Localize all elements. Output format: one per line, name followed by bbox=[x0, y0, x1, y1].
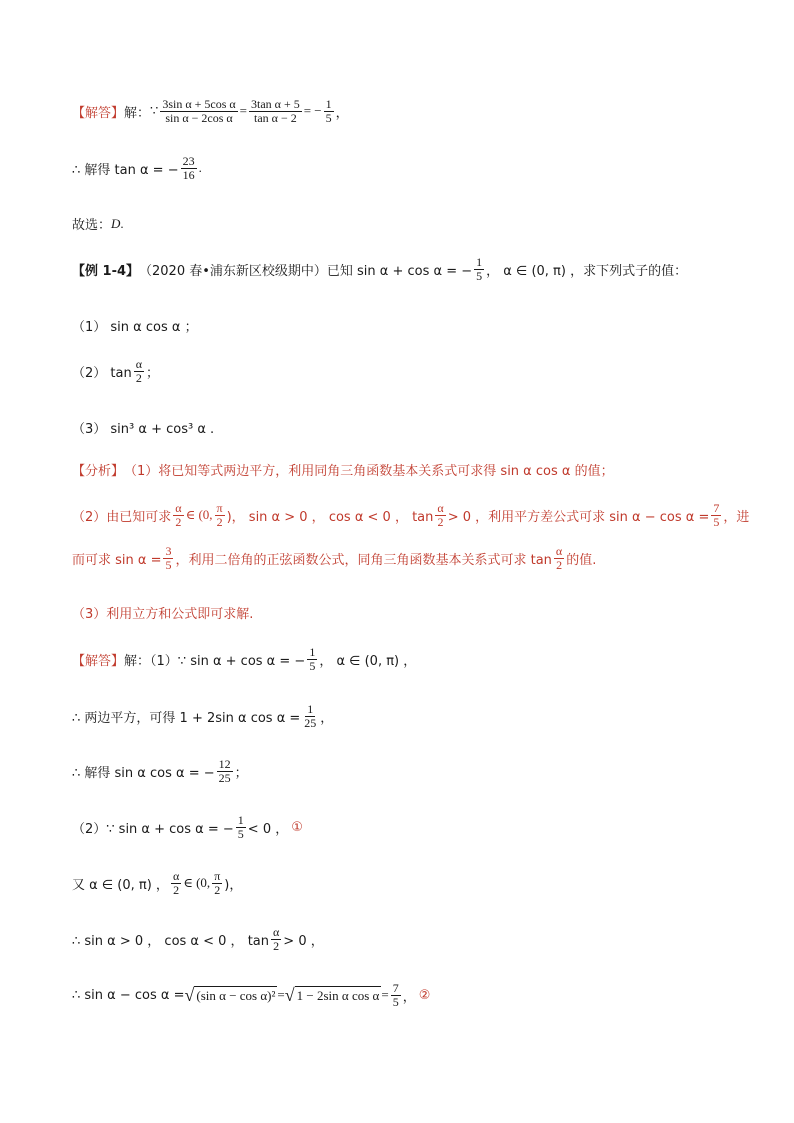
sqrt-expression bbox=[285, 986, 382, 1004]
punct: ， bbox=[320, 710, 334, 726]
analysis-line-4 bbox=[72, 603, 253, 622]
denominator: 2 bbox=[173, 882, 180, 897]
denominator: 2 bbox=[273, 938, 280, 953]
fraction bbox=[554, 545, 564, 571]
radical-sign: √ bbox=[284, 985, 295, 1006]
equals: = bbox=[277, 987, 285, 1003]
denominator: 25 bbox=[304, 715, 317, 730]
text: （3） sin³ α + cos³ α . bbox=[72, 422, 215, 437]
equals: = bbox=[239, 103, 247, 119]
text: ∴ sin α − cos α = bbox=[72, 987, 185, 1003]
solution2-line-2 bbox=[72, 703, 333, 729]
text: > 0 ， bbox=[283, 933, 324, 949]
text: ∈ (0, bbox=[183, 875, 211, 891]
denominator: 25 bbox=[218, 770, 231, 785]
question-2 bbox=[72, 358, 159, 384]
text: 解： bbox=[124, 105, 151, 121]
fraction bbox=[391, 982, 401, 1008]
denominator: 2 bbox=[437, 514, 444, 529]
analysis-line-3 bbox=[72, 545, 596, 571]
text: 解：（1）∵ sin α + cos α = − bbox=[124, 653, 306, 669]
denominator: sin α − 2cos α bbox=[165, 110, 233, 125]
numerator: 1 bbox=[307, 702, 314, 716]
text: < 0 ， bbox=[247, 821, 289, 837]
fraction bbox=[163, 545, 173, 571]
text: ，进 bbox=[723, 509, 750, 525]
fraction bbox=[173, 502, 183, 528]
text: 的值. bbox=[566, 552, 597, 568]
answer-tag: 【解答】 bbox=[72, 653, 125, 669]
text: 故选： bbox=[72, 218, 112, 233]
radicand: (sin α − cos α)² bbox=[196, 988, 276, 1004]
denominator: 2 bbox=[556, 557, 563, 572]
punct: ； bbox=[146, 365, 160, 381]
numerator: α bbox=[175, 501, 182, 515]
analysis-line-1 bbox=[72, 460, 614, 479]
fraction bbox=[324, 98, 334, 124]
text: 而可求 sin α = bbox=[72, 552, 162, 568]
numerator: 7 bbox=[713, 501, 720, 515]
text: ， α ∈ (0, π) ， bbox=[319, 653, 417, 669]
denominator: 16 bbox=[182, 167, 195, 182]
numerator: α bbox=[437, 501, 444, 515]
fraction bbox=[711, 502, 721, 528]
choice-letter: D bbox=[111, 215, 121, 231]
numerator: 7 bbox=[392, 981, 399, 995]
radical-sign: √ bbox=[184, 985, 195, 1006]
numerator: π bbox=[216, 501, 223, 515]
example-tag: 【例 1-4】 bbox=[72, 263, 140, 279]
text: （2） tan bbox=[72, 365, 132, 381]
question-1 bbox=[72, 316, 198, 335]
example-heading bbox=[72, 256, 687, 282]
numerator: π bbox=[214, 869, 221, 883]
because-symbol: ∵ bbox=[150, 103, 159, 119]
denominator: 5 bbox=[713, 514, 720, 529]
fraction bbox=[474, 256, 484, 282]
solution2-line-4 bbox=[72, 814, 303, 840]
text: 又 α ∈ (0, π) ， bbox=[72, 877, 169, 893]
text: ∴ 解得 tan α = − bbox=[72, 162, 179, 178]
text: （1）将已知等式两边平方，利用同角三角函数基本关系式可求得 sin α cos α 的值； bbox=[124, 464, 614, 479]
fraction bbox=[160, 98, 237, 124]
fraction bbox=[236, 814, 246, 840]
denominator: 5 bbox=[325, 110, 332, 125]
equals: = − bbox=[303, 103, 322, 119]
text: （1） sin α cos α ； bbox=[72, 320, 198, 335]
numerator: 3sin α + 5cos α bbox=[162, 97, 236, 111]
denominator: 5 bbox=[237, 826, 244, 841]
denominator: 2 bbox=[135, 370, 142, 385]
punct: ， bbox=[335, 104, 349, 120]
answer-tag: 【解答】 bbox=[72, 105, 125, 121]
numerator: 3tan α + 5 bbox=[251, 97, 300, 111]
equals: = bbox=[381, 987, 389, 1003]
analysis-line-2 bbox=[72, 502, 749, 528]
punct: )， bbox=[224, 877, 243, 893]
text: （2）由已知可求 bbox=[72, 509, 172, 525]
fraction bbox=[134, 358, 144, 384]
numerator: α bbox=[172, 869, 180, 883]
solution2-line-7 bbox=[72, 982, 430, 1008]
text: （2020 春•浦东新区校级期中）已知 sin α + cos α = − bbox=[139, 263, 473, 279]
numerator: 23 bbox=[182, 154, 195, 168]
solution2-line-3 bbox=[72, 758, 248, 784]
text: ∴ 两边平方，可得 1 + 2sin α cos α = bbox=[72, 710, 301, 726]
text: （3）利用立方和公式即可求解. bbox=[72, 607, 254, 622]
text: )， sin α > 0 ， cos α < 0 ， tan bbox=[226, 509, 434, 525]
punct: ， bbox=[402, 989, 416, 1005]
fraction bbox=[302, 703, 318, 729]
choice-line bbox=[72, 214, 124, 233]
punct: ； bbox=[234, 765, 248, 781]
numerator: α bbox=[555, 544, 563, 558]
fraction bbox=[307, 646, 317, 672]
fraction bbox=[212, 870, 222, 896]
solution-line-1 bbox=[72, 98, 349, 124]
fraction bbox=[171, 870, 181, 896]
text: ∈ (0, bbox=[185, 507, 213, 523]
circled-number-2: ② bbox=[418, 987, 431, 1003]
denominator: tan α − 2 bbox=[254, 110, 297, 125]
denominator: 5 bbox=[476, 268, 483, 283]
numerator: α bbox=[135, 357, 143, 371]
numerator: 1 bbox=[325, 97, 332, 111]
text: > 0 ，利用平方差公式可求 sin α − cos α = bbox=[447, 509, 710, 525]
denominator: 5 bbox=[392, 994, 399, 1009]
denominator: 2 bbox=[175, 514, 182, 529]
solution2-line-5 bbox=[72, 870, 242, 896]
fraction bbox=[215, 502, 225, 528]
punct: . bbox=[198, 160, 202, 176]
text: ∴ 解得 sin α cos α = − bbox=[72, 765, 215, 781]
numerator: 3 bbox=[165, 544, 172, 558]
text: （2）∵ sin α + cos α = − bbox=[72, 821, 234, 837]
text: ，利用二倍角的正弦函数公式，同角三角函数基本关系式可求 tan bbox=[175, 552, 552, 568]
denominator: 5 bbox=[165, 557, 172, 572]
numerator: 1 bbox=[309, 645, 316, 659]
analysis-tag: 【分析】 bbox=[72, 464, 125, 479]
text: ∴ sin α > 0 ， cos α < 0 ， tan bbox=[72, 933, 269, 949]
fraction bbox=[271, 926, 281, 952]
fraction bbox=[181, 155, 197, 181]
question-3 bbox=[72, 418, 214, 437]
solution-line-2 bbox=[72, 155, 202, 181]
solution2-line-6 bbox=[72, 926, 324, 952]
text: ， α ∈ (0, π) ，求下列式子的值： bbox=[486, 263, 688, 279]
solution2-line-1 bbox=[72, 646, 416, 672]
sqrt-expression bbox=[185, 986, 278, 1004]
radicand: 1 − 2sin α cos α bbox=[296, 988, 380, 1004]
denominator: 5 bbox=[309, 658, 316, 673]
punct: . bbox=[120, 215, 124, 231]
circled-number-1: ① bbox=[291, 819, 303, 835]
denominator: 2 bbox=[214, 882, 221, 897]
numerator: 1 bbox=[476, 255, 483, 269]
fraction bbox=[217, 758, 233, 784]
denominator: 2 bbox=[216, 514, 223, 529]
numerator: α bbox=[273, 925, 280, 939]
fraction bbox=[249, 98, 302, 124]
numerator: 12 bbox=[218, 757, 231, 771]
fraction bbox=[435, 502, 445, 528]
numerator: 1 bbox=[237, 813, 244, 827]
